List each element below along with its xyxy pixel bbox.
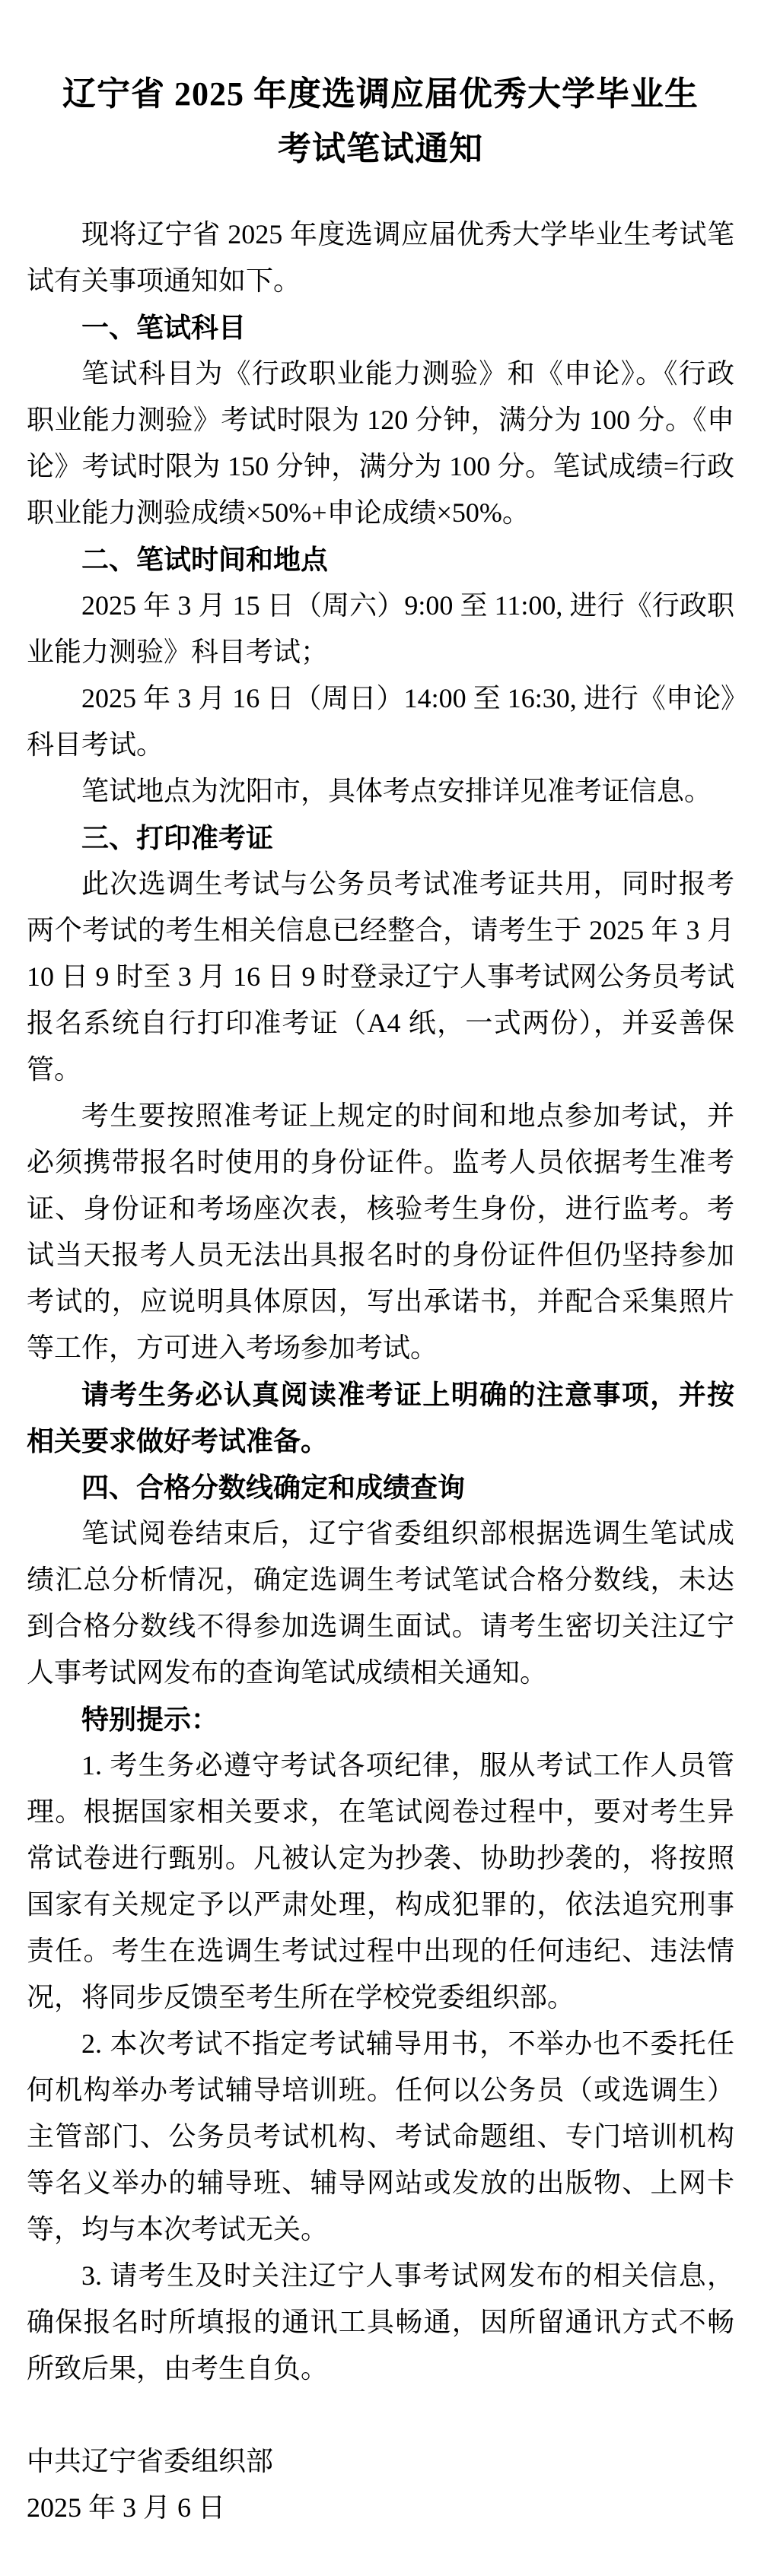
special-notice-item-3: 3. 请考生及时关注辽宁人事考试网发布的相关信息，确保报名时所填报的通讯工具畅通，因所留通讯方式不畅所致后果，由考生自负。 — [27, 2260, 734, 2384]
section-1-heading: 一、笔试科目 — [81, 312, 247, 343]
signature-date: 2025 年 3 月 6 日 — [27, 2492, 226, 2523]
document-title-line-2: 考试笔试通知 — [278, 130, 483, 167]
section-3-paragraph-1: 此次选调生考试与公务员考试准考证共用，同时报考两个考试的考生相关信息已经整合，请考生于 2025 年 3 月 10 日 9 时至 3 月 16 日 9 时登录辽宁人事考试网公务员考试报名系统自行打印准考证（A4 纸，一式两份），并妥善保管。 — [27, 869, 734, 1085]
section-4-paragraph-1: 笔试阅卷结束后，辽宁省委组织部根据选调生笔试成绩汇总分析情况，确定选调生考试笔试合格分数线，未达到合格分数线不得参加选调生面试。请考生密切关注辽宁人事考试网发布的查询笔试成绩相关通知。 — [27, 1518, 734, 1688]
document-body — [27, 211, 734, 2531]
section-2-paragraph-3: 笔试地点为沈阳市，具体考点安排详见准考证信息。 — [81, 776, 712, 806]
special-notice-item-2: 2. 本次考试不指定考试辅导用书，不举办也不委托任何机构举办考试辅导培训班。任何以公务员（或选调生）主管部门、公务员考试机构、考试命题组、专门培训机构等名义举办的辅导班、辅导网站或发放的出版物、上网卡等，均与本次考试无关。 — [27, 2028, 734, 2244]
section-3-paragraph-2: 考生要按照准考证上规定的时间和地点参加考试，并必须携带报名时使用的身份证件。监考人员依据考生准考证、身份证和考场座次表，核验考生身份，进行监考。考试当天报考人员无法出具报名时的身份证件但仍坚持参加考试的，应说明具体原因，写出承诺书，并配合采集照片等工作，方可进入考场参加考试。 — [27, 1101, 734, 1363]
section-2-heading: 二、笔试时间和地点 — [81, 544, 329, 575]
intro-paragraph: 现将辽宁省 2025 年度选调应届优秀大学毕业生考试笔试有关事项通知如下。 — [27, 219, 734, 296]
section-4-heading: 四、合格分数线确定和成绩查询 — [81, 1472, 466, 1503]
section-3-bold-notice: 请考生务必认真阅读准考证上明确的注意事项，并按相关要求做好考试准备。 — [27, 1379, 734, 1456]
section-2-paragraph-1: 2025 年 3 月 15 日（周六）9:00 至 11:00, 进行《行政职业能力测验》科目考试； — [27, 590, 734, 667]
special-notice-item-1: 1. 考生务必遵守考试各项纪律，服从考试工作人员管理。根据国家相关要求，在笔试阅卷过程中，要对考生异常试卷进行甄别。凡被认定为抄袭、协助抄袭的，将按照国家有关规定予以严肃处理，构成犯罪的，依法追究刑事责任。考生在选调生考试过程中出现的任何违纪、违法情况，将同步反馈至考生所在学校党委组织部。 — [27, 1750, 734, 2012]
signature-block — [27, 2438, 734, 2531]
section-3-heading: 三、打印准考证 — [81, 822, 274, 853]
section-1-paragraph-1: 笔试科目为《行政职业能力测验》和《申论》。《行政职业能力测验》考试时限为 120 分钟，满分为 100 分。《申论》考试时限为 150 分钟，满分为 100 分。笔试成绩=行政职业能力测验成绩×50%+申论成绩×50%。 — [27, 358, 734, 528]
document-title-line-1: 辽宁省 2025 年度选调应届优秀大学毕业生 — [62, 75, 699, 113]
section-2-paragraph-2: 2025 年 3 月 16 日（周日）14:00 至 16:30, 进行《申论》科目考试。 — [27, 683, 734, 760]
signature-organization: 中共辽宁省委组织部 — [27, 2446, 274, 2476]
document-title — [27, 67, 734, 176]
special-notice-heading: 特别提示： — [81, 1704, 219, 1735]
